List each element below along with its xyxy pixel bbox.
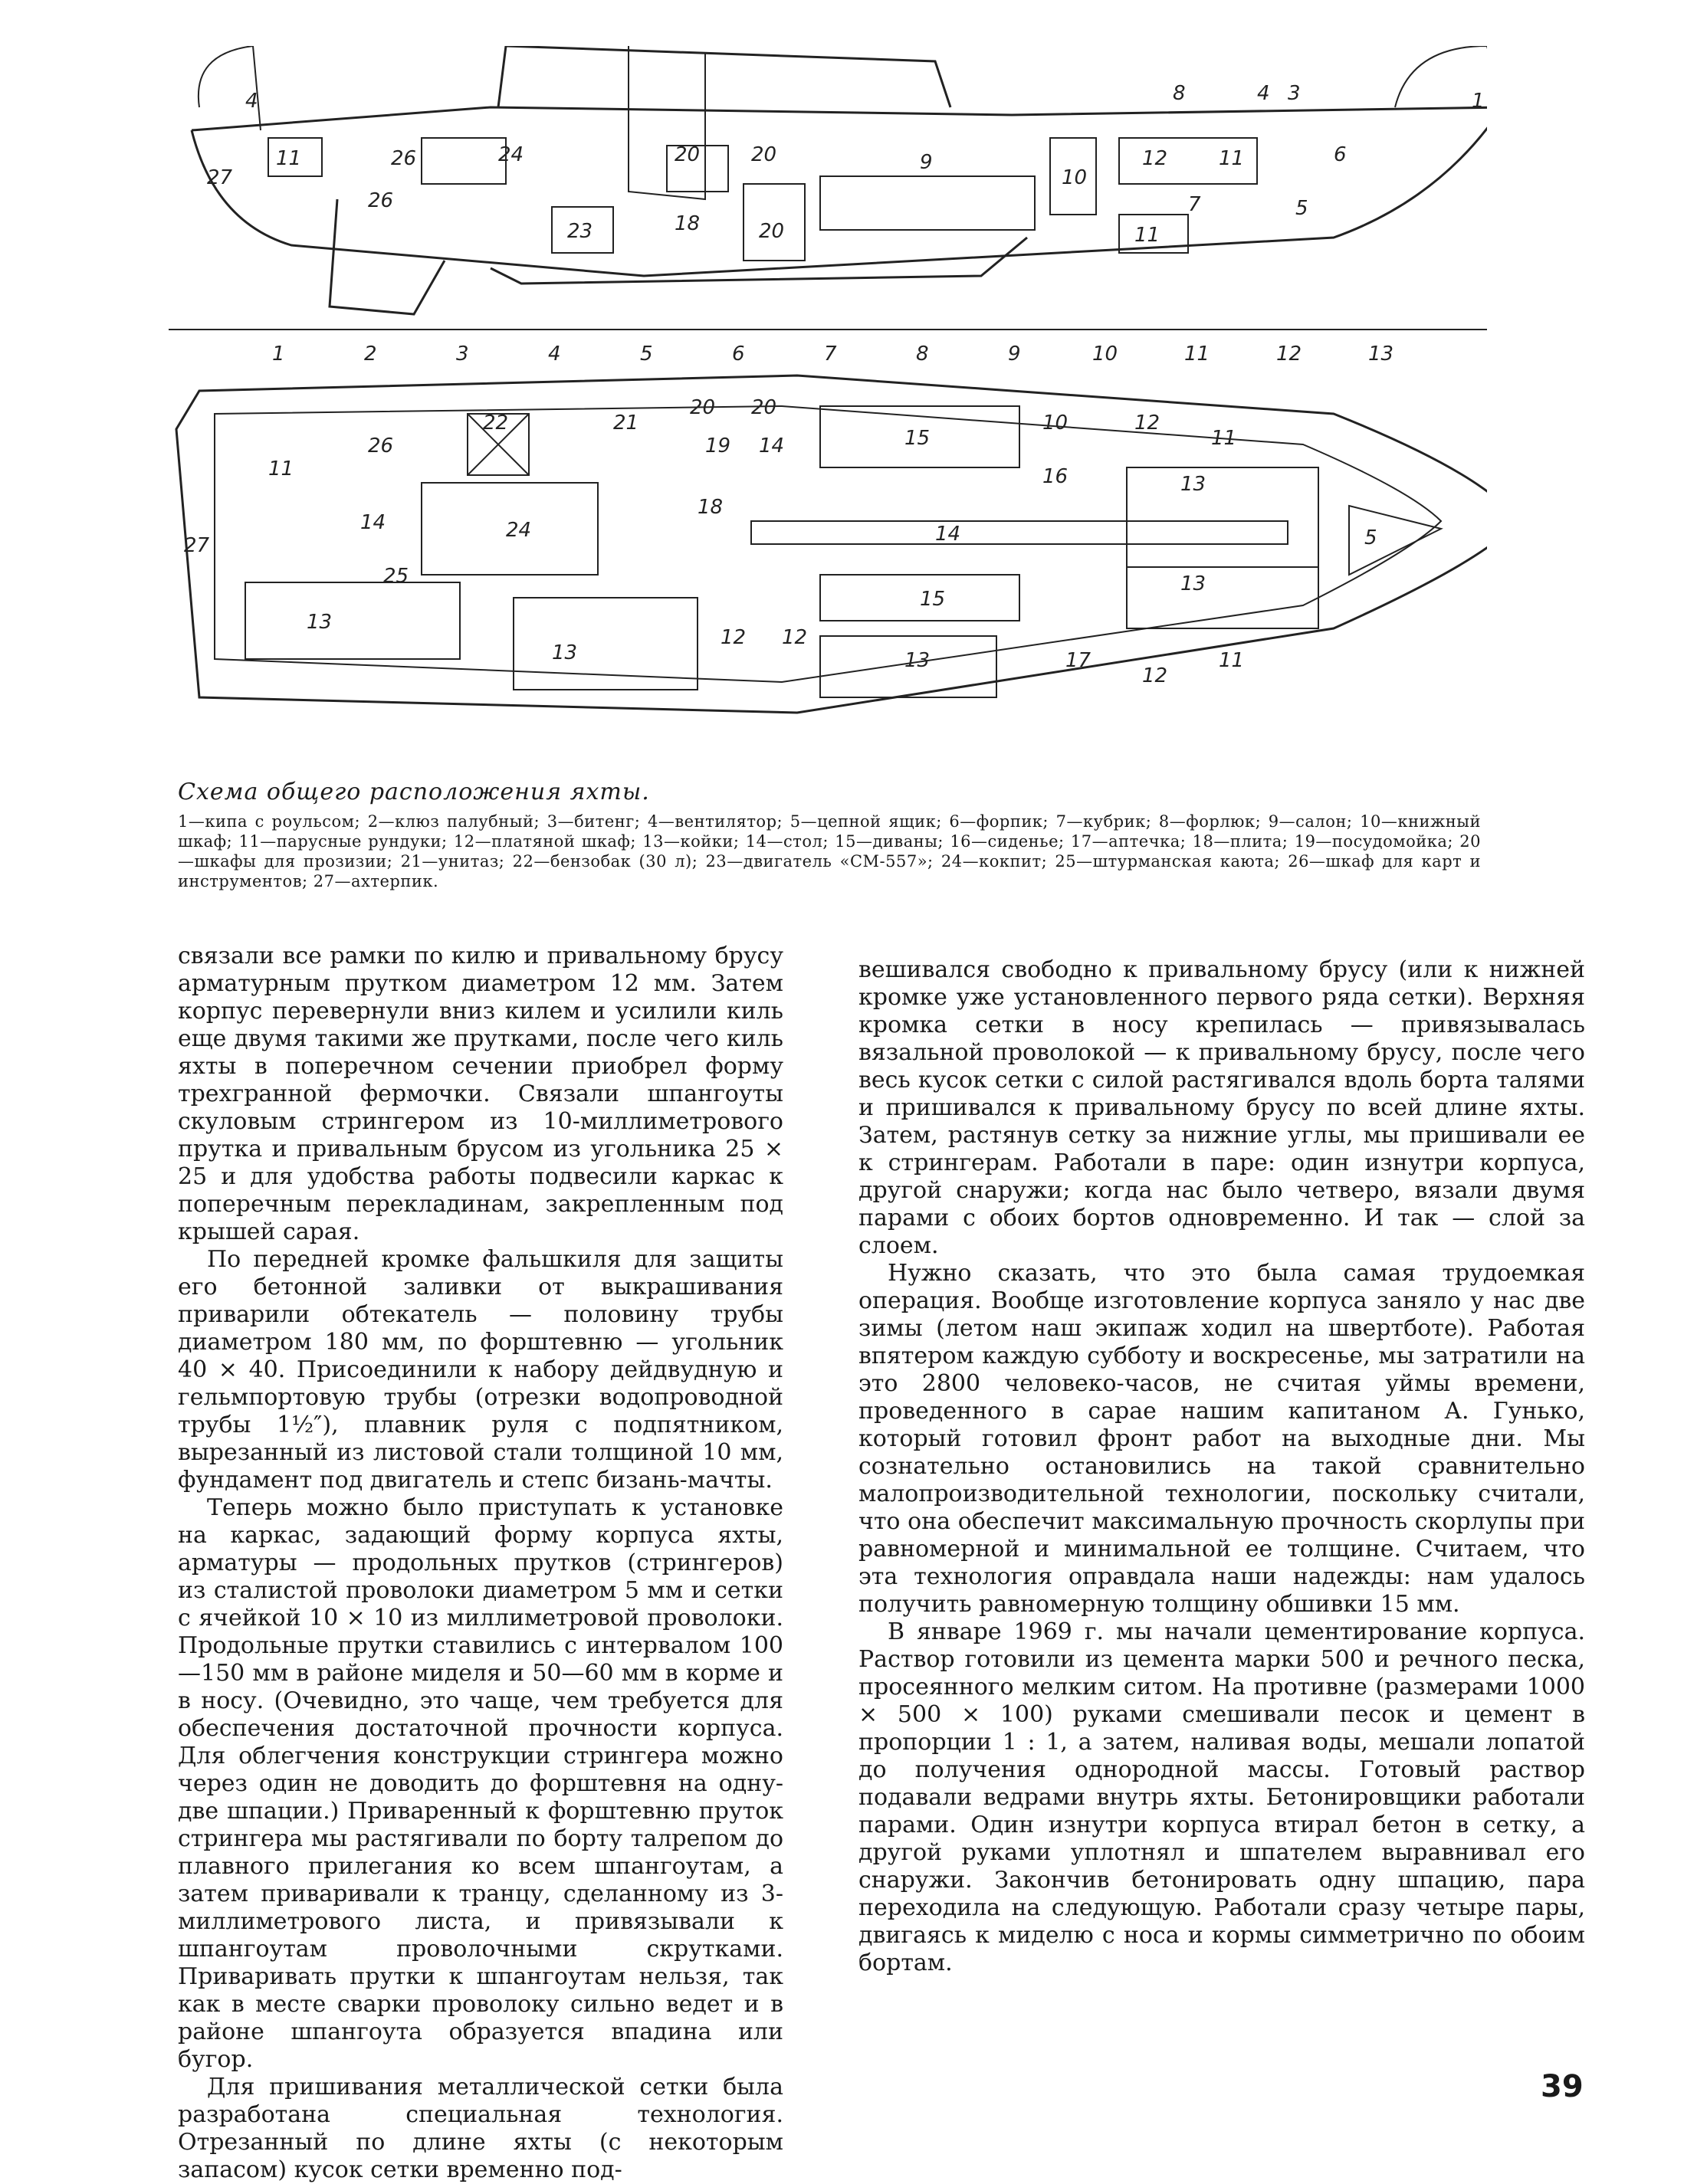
caption-title: Схема общего расположения яхты. xyxy=(178,779,650,805)
plan-label: 11 xyxy=(268,457,294,480)
station-number: 7 xyxy=(824,343,837,366)
station-number: 11 xyxy=(1184,343,1210,366)
station-number: 1 xyxy=(272,343,285,366)
profile-label: 11 xyxy=(276,147,302,170)
paragraph: Для пришивания металлической сетки была разработана специальная технология. Отрезанный по длине яхты (с некоторым запасом) кусок сетки временно под- xyxy=(178,2074,783,2183)
plan-label: 12 xyxy=(721,626,747,649)
profile-label: 4 xyxy=(245,90,258,113)
plan-label: 10 xyxy=(1042,412,1069,435)
left-text-column xyxy=(178,943,783,2184)
station-number: 4 xyxy=(548,343,561,366)
profile-label: 20 xyxy=(751,143,777,166)
profile-deck xyxy=(192,107,1487,130)
profile-label: 10 xyxy=(1062,166,1088,189)
plan-label: 20 xyxy=(690,396,716,419)
profile-label: 4 xyxy=(1257,82,1270,105)
profile-label: 12 xyxy=(1142,147,1168,170)
yacht-drawing xyxy=(169,46,1487,782)
profile-label: 26 xyxy=(368,189,394,212)
plan-label: 18 xyxy=(698,496,724,519)
profile-label: 18 xyxy=(675,212,701,235)
paragraph: Нужно сказать, что это была самая трудоемкая операция. Вообще изготовление корпуса заняло у нас две зимы (летом наш экипаж ходил на швертботе). Работая впятером каждую субботу и воскресенье, мы затратили на это 2800 человеко-часов, не считая уймы времени, проведенного в сарае нашим капитаном А. Гунько, который готовил фронт работ на выходные дни. Мы сознательно остановились на такой сравнительно малопроизводительной технологии, поскольку считали, что она обеспечит максимальную прочность скорлупы при равномерной и минимальной ее толщине. Считаем, что эта технология оправдала наши надежды: нам удалось получить равномерную толщину обшивки 15 мм. xyxy=(858,1260,1585,1618)
profile-label: 7 xyxy=(1188,193,1201,216)
profile-cabin xyxy=(498,46,950,107)
profile-label: 20 xyxy=(759,220,785,243)
paragraph: вешивался свободно к привальному брусу (или к нижней кромке уже установленного первого ряда сетки). Верхняя кромка сетки в носу крепилась — привязывалась вязальной проволокой — к привальному брусу, после чего весь кусок сетки с силой растягивался вдоль борта талями и пришивался к привальному брусу по всей длине яхты. Затем, растянув сетку за нижние углы, мы пришивали ее к стрингерам. Работали в паре: один изнутри корпуса, другой снаружи; когда нас было четверо, вязали двумя парами с обоих бортов одновременно. И так — слой за слоем. xyxy=(858,956,1585,1259)
plan-label: 25 xyxy=(383,565,409,588)
plan-label: 24 xyxy=(506,519,532,542)
plan-label: 11 xyxy=(1211,427,1237,450)
profile-label: 20 xyxy=(675,143,701,166)
profile-label: 27 xyxy=(207,166,233,189)
plan-label: 12 xyxy=(1134,412,1160,435)
profile-label: 5 xyxy=(1295,197,1308,220)
plan-label: 27 xyxy=(184,534,210,557)
yacht-layout-figure xyxy=(169,46,1487,782)
station-number: 12 xyxy=(1276,343,1302,366)
station-number: 5 xyxy=(640,343,653,366)
plan-label: 14 xyxy=(935,523,961,546)
station-number: 9 xyxy=(1008,343,1021,366)
figure-caption xyxy=(178,779,1481,891)
page-number: 39 xyxy=(1541,2069,1584,2104)
plan-label: 16 xyxy=(1042,465,1069,488)
profile-label: 11 xyxy=(1134,224,1160,247)
plan-label: 13 xyxy=(1180,473,1206,496)
plan-label: 17 xyxy=(1065,649,1091,672)
paragraph: По передней кромке фальшкиля для защиты его бетонной заливки от выкрашивания приварили обтекатель — половину трубы диаметром 180 мм, по форштевню — угольник 40 × 40. Присоединили к набору дейдвудную и гельмпортовую трубы (отрезки водопроводной трубы 1½″), плавник руля с подпятником, вырезанный из листовой стали толщиной 10 мм, фундамент под двигатель и степс бизань-мачты. xyxy=(178,1246,783,1494)
plan-label: 13 xyxy=(307,611,333,634)
profile-label: 26 xyxy=(391,147,417,170)
paragraph: В январе 1969 г. мы начали цементирование корпуса. Раствор готовили из цемента марки 500 и речного песка, просеянного мелким ситом. На противне (размерами 1000 × 500 × 100) руками смешивали песок и цемент в пропорции 1 : 1, а затем, наливая воды, мешали лопатой до получения однородной массы. Готовый раствор подавали ведрами внутрь яхты. Бетонировщики работали парами. Один изнутри корпуса втирал бетон в сетку, а другой руками уплотнял и шпателем выравнивал его снаружи. Закончив бетонировать одну шпацию, пара переходила на следующую. Работали сразу четыре пары, двигаясь к миделю с носа и кормы симметрично по обоим бортам. xyxy=(858,1618,1585,1976)
plan-label: 5 xyxy=(1364,526,1377,549)
profile-label: 6 xyxy=(1334,143,1347,166)
plan-label: 14 xyxy=(360,511,386,534)
plan-label: 13 xyxy=(904,649,931,672)
profile-label: 8 xyxy=(1173,82,1186,105)
plan-label: 12 xyxy=(782,626,808,649)
station-number: 3 xyxy=(456,343,469,366)
plan-label: 14 xyxy=(759,435,785,457)
station-number: 13 xyxy=(1368,343,1394,366)
plan-label: 21 xyxy=(613,412,639,435)
right-text-column xyxy=(858,956,1585,1977)
station-number: 8 xyxy=(916,343,929,366)
station-number: 6 xyxy=(732,343,745,366)
plan-label: 26 xyxy=(368,435,394,457)
profile-label: 11 xyxy=(1219,147,1245,170)
plan-label: 13 xyxy=(1180,572,1206,595)
plan-label: 19 xyxy=(705,435,731,457)
station-number: 10 xyxy=(1092,343,1118,366)
plan-label: 20 xyxy=(751,396,777,419)
profile-label: 24 xyxy=(498,143,524,166)
profile-label: 23 xyxy=(567,220,593,243)
plan-label: 12 xyxy=(1142,664,1168,687)
paragraph: связали все рамки по килю и привальному брусу арматурным прутком диаметром 12 мм. Затем корпус перевернули вниз килем и усилили киль еще двумя такими же прутками, после чего киль яхты в поперечном сечении приобрел форму трехгранной фермочки. Связали шпангоуты скуловым стрингером из 10-миллиметрового прутка и привальным брусом из угольника 25 × 25 и для удобства работы подвесили каркас к поперечным перекладинам, закрепленным под крышей сарая. xyxy=(178,943,783,1245)
plan-label: 22 xyxy=(483,412,509,435)
paragraph: Теперь можно было приступать к установке на каркас, задающий форму корпуса яхты, арматуры — продольных прутков (стрингеров) из сталистой проволоки диаметром 5 мм и сетки с ячейкой 10 × 10 из миллиметровой проволоки. Продольные прутки ставились с интервалом 100—150 мм в районе миделя и 50—60 мм в корме и в носу. (Очевидно, это чаще, чем требуется для обеспечения достаточной прочности корпуса. Для облегчения конструкции стрингера можно через один не доводить до форштевня на одну-две шпации.) Приваренный к форштевню пруток стрингера мы растягивали по борту талрепом до плавного прилегания ко всем шпангоутам, а затем приваривали к транцу, сделанному из 3-миллиметрового листа, и привязывали к шпангоутам проволочными скрутками. Приваривать прутки к шпангоутам нельзя, так как в месте сварки проволоку сильно ведет и в районе шпангоута образуется впадина или бугор. xyxy=(178,1494,783,2073)
caption-legend: 1—кипа с роульсом; 2—клюз палубный; 3—битенг; 4—вентилятор; 5—цепной ящик; 6—форпик; 7—кубрик; 8—форлюк; 9—салон; 10—книжный шкаф; 11—парусные рундуки; 12—платяной шкаф; 13—койки; 14—стол; 15—диваны; 16—сиденье; 17—аптечка; 18—плита; 19—посудомойка; 20—шкафы для прозизии; 21—унитаз; 22—бензобак (30 л); 23—двигатель «СМ-557»; 24—кокпит; 25—штурманская каюта; 26—шкаф для карт и инструментов; 27—ахтерпик. xyxy=(178,812,1481,890)
plan-label: 13 xyxy=(552,641,578,664)
plan-label: 11 xyxy=(1219,649,1245,672)
profile-label: 1 xyxy=(1472,90,1485,113)
plan-label: 15 xyxy=(904,427,931,450)
plan-label: 15 xyxy=(920,588,946,611)
profile-label: 3 xyxy=(1288,82,1301,105)
profile-label: 9 xyxy=(920,151,933,174)
station-number: 2 xyxy=(364,343,377,366)
